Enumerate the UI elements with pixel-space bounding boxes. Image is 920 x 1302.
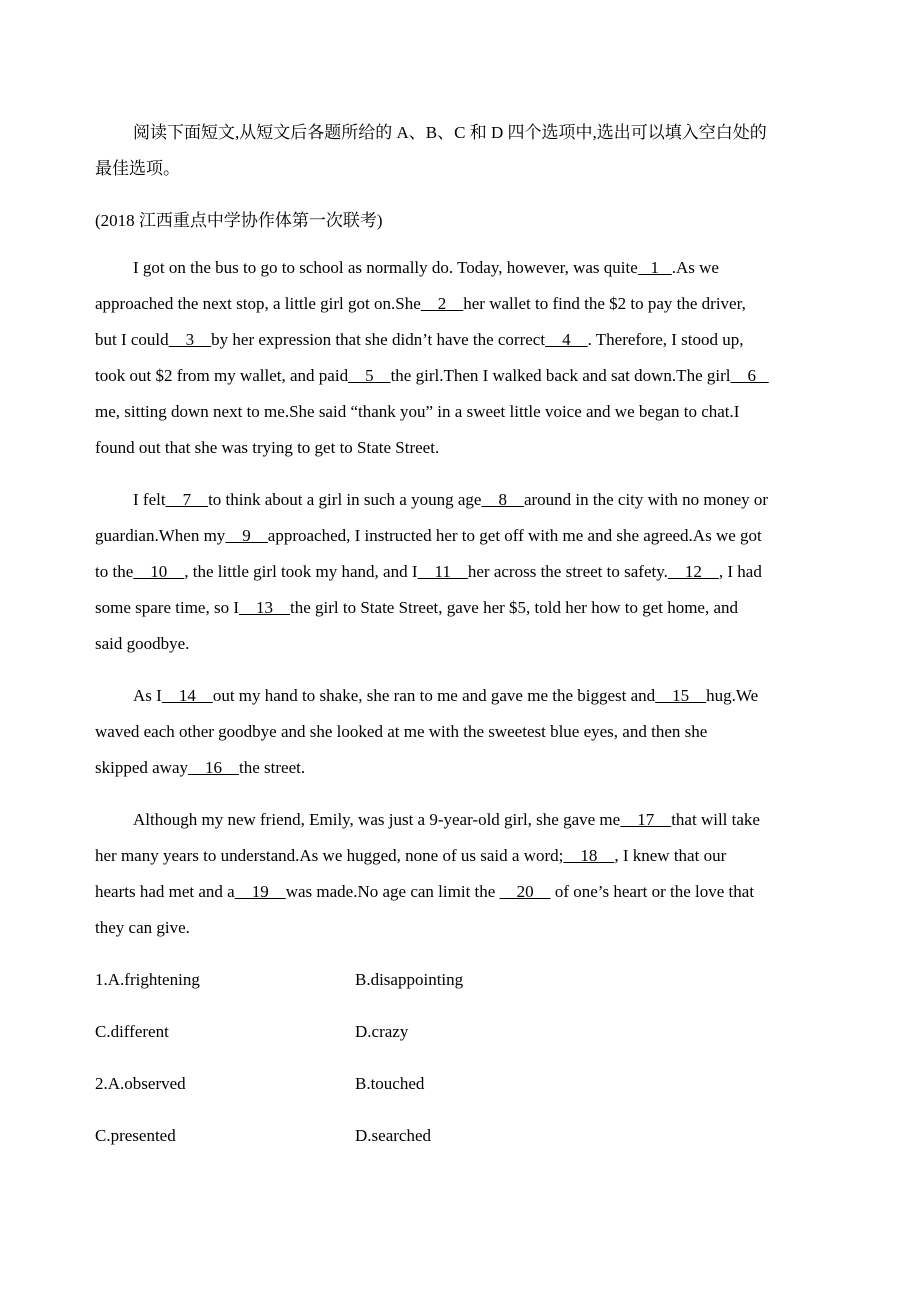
blank-4: 4 bbox=[545, 330, 588, 349]
blank-9: 9 bbox=[225, 526, 268, 545]
passage-text: said goodbye. bbox=[95, 634, 190, 653]
passage-line bbox=[95, 526, 762, 546]
blank-16: 16 bbox=[188, 758, 240, 777]
passage-text: I got on the bus to go to school as normally do. Today, however, was quite bbox=[133, 258, 638, 277]
passage-text: that will take bbox=[671, 810, 760, 829]
passage-line bbox=[95, 402, 739, 422]
passage-text: hearts had met and a bbox=[95, 882, 235, 901]
passage-text: waved each other goodbye and she looked at me with the sweetest blue eyes, and then she bbox=[95, 722, 708, 741]
option-item: B.disappointing bbox=[355, 970, 464, 989]
passage-line bbox=[95, 634, 189, 654]
passage-line bbox=[95, 918, 190, 938]
passage-text: out my hand to shake, she ran to me and gave me the biggest and bbox=[212, 686, 656, 705]
passage-text: by her expression that she didn’t have the correct bbox=[211, 330, 546, 349]
option-item: C.different bbox=[95, 1022, 169, 1041]
instructions-line-1: 阅读下面短文,从短文后各题所给的 A、B、C 和 D 四个选项中,选出可以填入空白处的 bbox=[133, 123, 767, 142]
passage-text: they can give. bbox=[95, 918, 190, 937]
passage-line bbox=[95, 294, 746, 314]
blank-5: 5 bbox=[348, 366, 391, 385]
passage-text: Although my new friend, Emily, was just a 9-year-old girl, she gave me bbox=[133, 810, 621, 829]
passage-text: of one’s heart or the love that bbox=[550, 882, 755, 901]
passage-text: her many years to understand.As we hugged, none of us said a word; bbox=[95, 846, 564, 865]
option-item: C.presented bbox=[95, 1126, 176, 1145]
passage-text: approached the next stop, a little girl got on.She bbox=[95, 294, 421, 313]
passage-text: was made.No age can limit the bbox=[285, 882, 500, 901]
blank-15: 15 bbox=[655, 686, 707, 705]
passage-text: , the little girl took my hand, and I bbox=[184, 562, 418, 581]
blank-7: 7 bbox=[165, 490, 209, 509]
blank-6: 6 bbox=[730, 366, 769, 385]
blank-18: 18 bbox=[563, 846, 615, 865]
passage-line bbox=[133, 810, 760, 830]
passage-text: the street. bbox=[239, 758, 306, 777]
passage-line bbox=[95, 598, 738, 618]
blank-12: 12 bbox=[667, 562, 719, 581]
passage-text: , I knew that our bbox=[614, 846, 727, 865]
blank-3: 3 bbox=[168, 330, 212, 349]
instructions-line-2: 最佳选项。 bbox=[95, 159, 180, 178]
passage-line bbox=[95, 562, 762, 582]
passage-line bbox=[95, 846, 726, 866]
passage-text: took out $2 from my wallet, and paid bbox=[95, 366, 349, 385]
passage-text: to the bbox=[95, 562, 134, 581]
passage-text: her across the street to safety. bbox=[467, 562, 668, 581]
passage-line bbox=[95, 882, 754, 902]
passage-line bbox=[95, 366, 769, 386]
passage-line bbox=[95, 722, 707, 742]
passage-text: guardian.When my bbox=[95, 526, 226, 545]
passage-line bbox=[133, 490, 768, 510]
passage-text: , I had bbox=[718, 562, 762, 581]
passage-text: hug.We bbox=[706, 686, 759, 705]
passage-line bbox=[95, 330, 744, 350]
blank-13: 13 bbox=[239, 598, 290, 617]
passage-text: me, sitting down next to me.She said “thank you” in a sweet little voice and we began to chat.I bbox=[95, 402, 740, 421]
passage-text: . Therefore, I stood up, bbox=[587, 330, 744, 349]
passage-text: the girl.Then I walked back and sat down.The girl bbox=[390, 366, 731, 385]
passage-text: As I bbox=[133, 686, 162, 705]
passage-line bbox=[133, 686, 758, 706]
blank-1: 1 bbox=[637, 258, 672, 277]
passage-text: .As we bbox=[671, 258, 719, 277]
blank-10: 10 bbox=[133, 562, 185, 581]
option-item: D.searched bbox=[355, 1126, 431, 1145]
passage-text: some spare time, so I bbox=[95, 598, 239, 617]
passage-line bbox=[95, 758, 305, 778]
passage-text: her wallet to find the $2 to pay the driver, bbox=[463, 294, 746, 313]
passage-text: I felt bbox=[133, 490, 166, 509]
passage-text: to think about a girl in such a young age bbox=[208, 490, 482, 509]
option-item: 2.A.observed bbox=[95, 1074, 186, 1093]
source-note: (2018 江西重点中学协作体第一次联考) bbox=[95, 211, 383, 230]
blank-14: 14 bbox=[161, 686, 213, 705]
passage-text: skipped away bbox=[95, 758, 189, 777]
option-item: 1.A.frightening bbox=[95, 970, 200, 989]
passage-text: approached, I instructed her to get off with me and she agreed.As we got bbox=[267, 526, 762, 545]
passage-line bbox=[95, 438, 439, 458]
passage-text: around in the city with no money or bbox=[523, 490, 769, 509]
blank-17: 17 bbox=[620, 810, 672, 829]
blank-19: 19 bbox=[234, 882, 286, 901]
blank-11: 11 bbox=[417, 562, 468, 581]
passage-line bbox=[133, 258, 719, 278]
passage-text: the girl to State Street, gave her $5, told her how to get home, and bbox=[290, 598, 739, 617]
passage-text: found out that she was trying to get to State Street. bbox=[95, 438, 440, 457]
blank-20: 20 bbox=[499, 882, 551, 901]
option-item: B.touched bbox=[355, 1074, 425, 1093]
option-item: D.crazy bbox=[355, 1022, 409, 1041]
passage-text: but I could bbox=[95, 330, 169, 349]
blank-2: 2 bbox=[420, 294, 464, 313]
blank-8: 8 bbox=[481, 490, 524, 509]
